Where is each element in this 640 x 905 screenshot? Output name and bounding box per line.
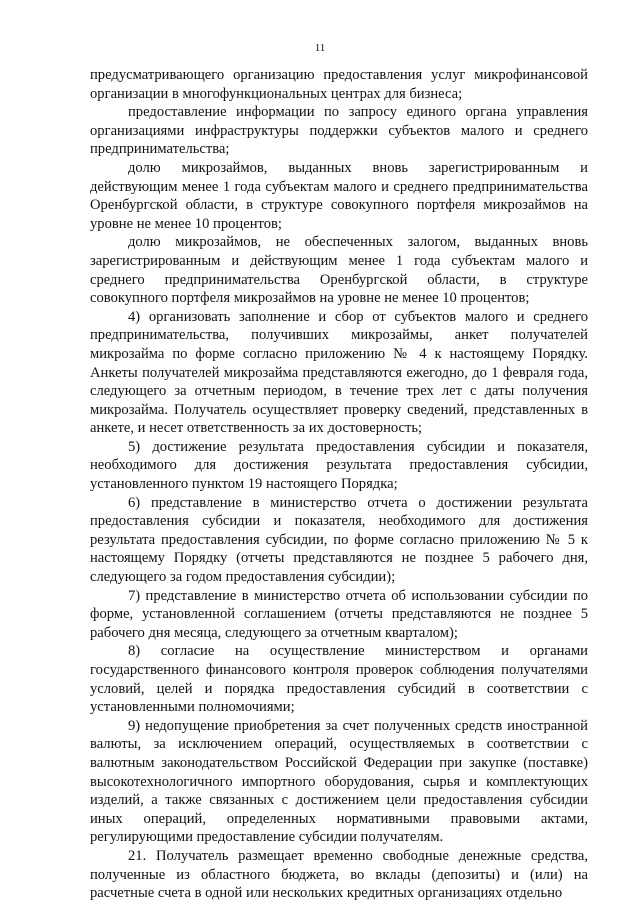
- paragraph: 21. Получатель размещает временно свободные денежные средства, полученные из областного бюджета, во вклады (депозиты) и (или) на расчетные счета в одной или нескольких кредитных организациях отдельно: [90, 847, 588, 902]
- paragraph: 6) представление в министерство отчета о достижении результата предоставления субсидии и показателя, необходимого для достижения результата предоставления субсидии, по форме согласно приложению № 5 к настоящему Порядку (отчеты представляются не позднее 5 рабочего дня, следующего за годом предоставления субсидии);: [90, 494, 588, 586]
- paragraph: 4) организовать заполнение и сбор от субъектов малого и среднего предпринимательства, получивших микрозаймы, анкет получателей микрозайма по форме согласно приложению № 4 к настоящему Порядку. Анкеты получателей микрозайма представляются ежегодно, до 1 февраля года, следующего за отчетным периодом, в течение трех лет с даты получения микрозайма. Получатель осуществляет проверку сведений, представленных в анкете, и несет ответственность за их достоверность;: [90, 308, 588, 437]
- paragraph: предусматривающего организацию предоставления услуг микрофинансовой организации в многофункциональных центрах для бизнеса;: [90, 67, 588, 102]
- paragraph: долю микрозаймов, не обеспеченных залогом, выданных вновь зарегистрированным и действующим менее 1 года субъектам малого и среднего предпринимательства Оренбургской области, в структуре совокупного портфеля микрозаймов на уровне не менее 10 процентов;: [90, 234, 588, 307]
- paragraph: 8) согласие на осуществление министерством и органами государственного финансового контроля проверок соблюдения получателями условий, целей и порядка предоставления субсидий в соответствии с установленными полномочиями;: [90, 643, 588, 716]
- paragraph: 7) представление в министерство отчета об использовании субсидии по форме, установленной соглашением (отчеты представляются не позднее 5 рабочего дня месяца, следующего за отчетным кварталом);: [90, 587, 588, 641]
- paragraph: 9) недопущение приобретения за счет полученных средств иностранной валюты, за исключением операций, осуществляемых в соответствии с валютным законодательством Российской Федерации при закупке (поставке) высокотехнологичного импортного оборудования, сырья и комплектующих изделий, а также связанных с достижением цели предоставления субсидии иных операций, определенных нормативными правовыми актами, регулирующими предоставление субсидии получателям.: [90, 717, 588, 846]
- paragraph: долю микрозаймов, выданных вновь зарегистрированным и действующим менее 1 года субъектам малого и среднего предпринимательства Оренбургской области, в структуре совокупного портфеля микрозаймов на уровне не менее 10 процентов;: [90, 159, 588, 232]
- page-number: 11: [314, 42, 326, 54]
- document-body: [90, 66, 588, 903]
- paragraph: предоставление информации по запросу единого органа управления организациями инфраструктуры поддержки субъектов малого и среднего предпринимательства;: [90, 104, 588, 158]
- paragraph: 5) достижение результата предоставления субсидии и показателя, необходимого для достижения результата предоставления субсидии, установленного пунктом 19 настоящего Порядка;: [90, 438, 588, 493]
